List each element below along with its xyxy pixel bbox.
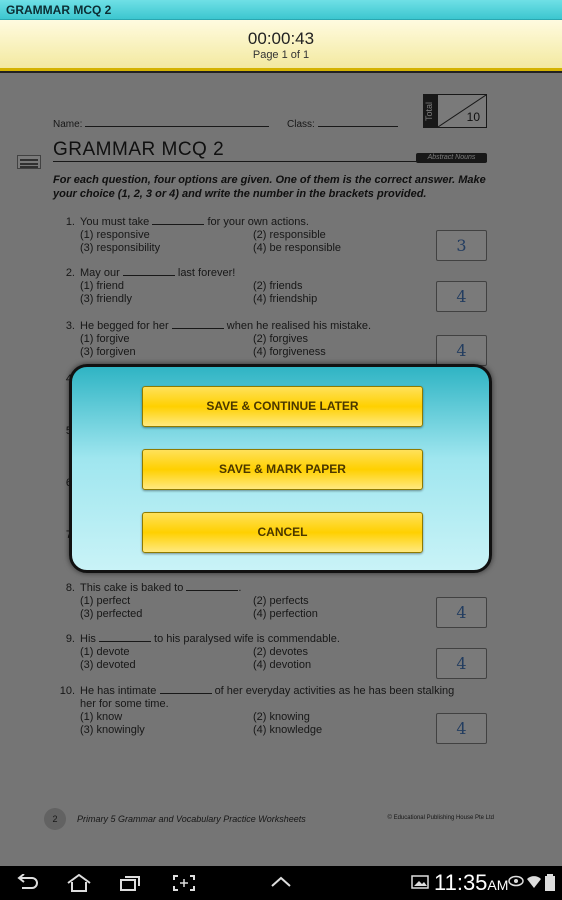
screenshot-icon[interactable] (172, 874, 196, 892)
save-dialog (69, 364, 492, 573)
wifi-icon (526, 874, 542, 890)
app-title: GRAMMAR MCQ 2 (6, 3, 112, 17)
timer-readout: 00:00:43 (247, 29, 315, 48)
recent-apps-icon[interactable] (119, 874, 143, 892)
save-continue-later-button[interactable]: SAVE & CONTINUE LATER (142, 386, 423, 427)
status-clock: 11:35AM (434, 870, 509, 895)
battery-icon (544, 874, 556, 892)
home-icon[interactable] (66, 874, 92, 892)
gallery-notification-icon (411, 874, 429, 890)
timer-header (0, 20, 562, 71)
cancel-button[interactable]: CANCEL (142, 512, 423, 553)
system-nav-bar (0, 866, 562, 900)
chevron-up-icon[interactable] (270, 874, 292, 892)
page-indicator: Page 1 of 1 (252, 49, 310, 61)
app-title-bar (0, 0, 562, 20)
save-mark-paper-button[interactable]: SAVE & MARK PAPER (142, 449, 423, 490)
eye-icon (508, 874, 524, 888)
back-icon[interactable] (16, 874, 40, 892)
